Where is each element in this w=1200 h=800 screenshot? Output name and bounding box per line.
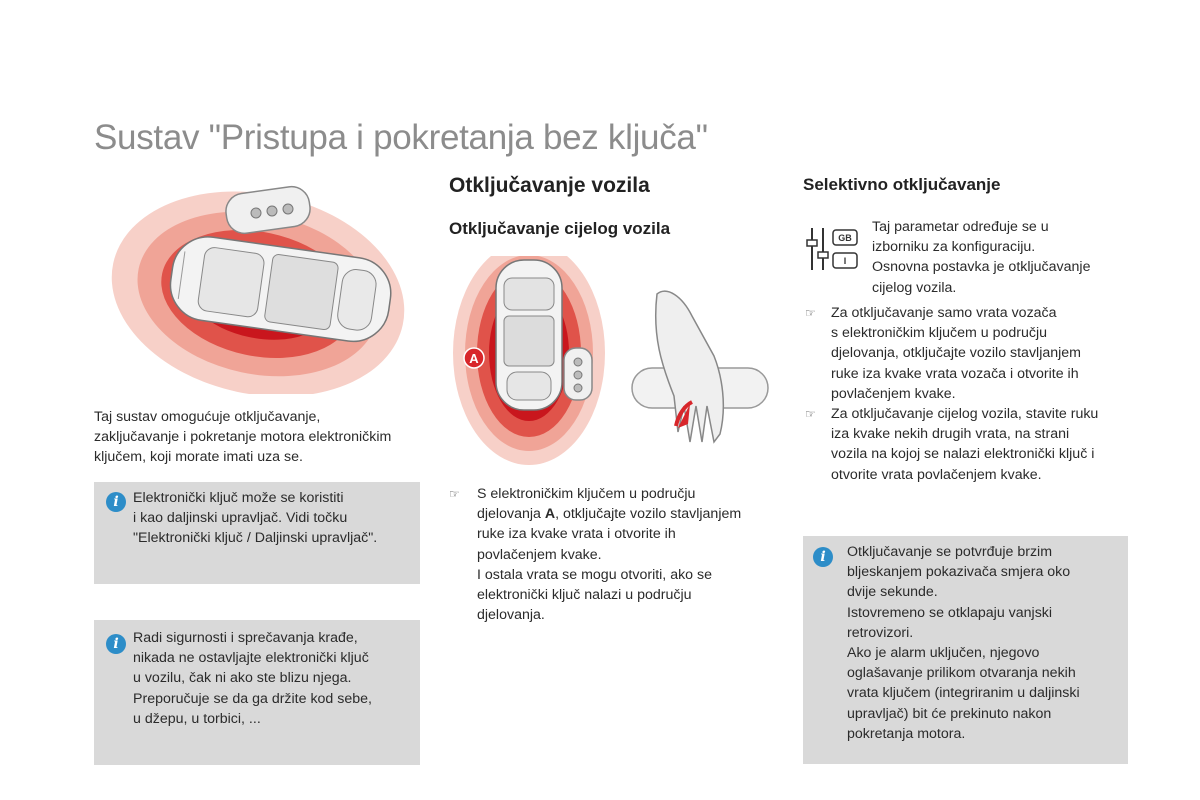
info-icon: i [106, 634, 126, 654]
config-menu-icon [805, 226, 859, 272]
intro-text: Taj sustav omogućuje otključavanje, zaključavanje i pokretanje motora elektroničkim ključem, koji morate imati uza se. [94, 409, 392, 466]
section-heading-unlocking: Otključavanje vozila [449, 174, 650, 197]
page-title: Sustav "Pristupa i pokretanja bez ključa" [94, 118, 708, 157]
info-note-security: i Radi sigurnosti i sprečavanja krađe, nikada ne ostavljajte elektronički ključ u vozilu, čak ni ako ste blizu njega. Preporučuje se da ga držite kod sebe, u džepu, u torbici, ... [94, 620, 420, 765]
key-fob-icon [564, 348, 592, 400]
unlock-zone-illustration [452, 256, 772, 466]
info-note-confirmation: i Otključavanje se potvrđuje brzim bljeskanjem pokazivača smjera oko dvije sekunde. Istovremeno se otklapaju vanjski retrovizori. Ako je alarm uključen, njegovo oglašavanje prilikom otvaranja nekih vrata ključem (integriranim u daljinski upravljač) bit će prekinuto nakon pokretanja motora. [803, 536, 1128, 764]
bullet-list [805, 303, 1145, 485]
unlock-whole-vehicle-text: ☞ S elektroničkim ključem u području djelovanja A, otključajte vozilo stavljanjem ruke iza kvake vrata i otvorite ih povlačenjem kvake. I ostala vrata se mogu otvoriti, ako se elektronički ključ nalazi u području djelovanja. [449, 486, 742, 624]
car-top-view-icon [496, 260, 562, 410]
info-note-remote: i Elektronički ključ može se koristiti i kao daljinski upravljač. Vidi točku "Elektronički ključ / Daljinski upravljač". [94, 482, 420, 584]
heading-selective-unlocking: Selektivno otključavanje [803, 175, 1001, 194]
zone-a-label: A [469, 351, 479, 366]
bullet-marker: ☞ [449, 487, 460, 501]
list-item: ☞ Za otključavanje samo vrata vozača s elektroničkim ključem u području djelovanja, otključajte vozilo stavljanjem ruke iza kvake vrata vozača i otvorite ih povlačenjem kvake. [805, 305, 1081, 402]
subheading-whole-vehicle: Otključavanje cijelog vozila [449, 219, 671, 238]
selective-bullets [805, 303, 1145, 485]
keyless-zone-illustration [108, 182, 408, 394]
door-handle-hand-icon [632, 291, 768, 442]
gb-label: GB [838, 233, 852, 243]
info-icon: i [106, 492, 126, 512]
i-label: I [843, 256, 847, 266]
parameter-text: Taj parametar određuje se u izborniku za konfiguraciju. Osnovna postavka je otključavanje cijelog vozila. [872, 219, 1091, 296]
list-item: ☞ Za otključavanje cijelog vozila, stavite ruku iza kvake nekih drugih vrata, na strani vozila na kojoj se nalazi elektronički ključ i otvorite vrata povlačenjem kvake. [805, 406, 1099, 483]
bullet-marker: ☞ [805, 306, 816, 320]
info-icon: i [813, 547, 833, 567]
bullet-marker: ☞ [805, 407, 816, 422]
